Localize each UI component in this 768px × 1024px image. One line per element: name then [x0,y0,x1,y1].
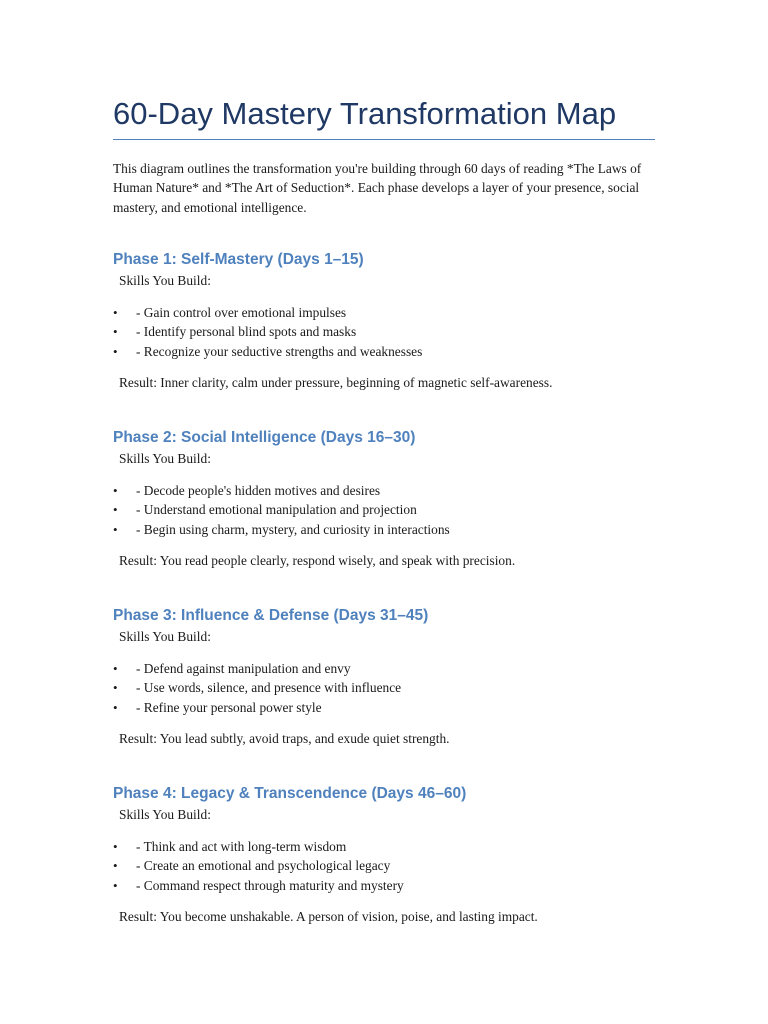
skill-text: - Gain control over emotional impulses [136,305,347,320]
bullet-icon: • [113,343,118,359]
skill-text: - Defend against manipulation and envy [136,661,351,676]
phase-section-3 [113,604,655,749]
bullet-icon: • [113,483,118,498]
bullet-icon: • [113,877,118,893]
phase-heading: Phase 1: Self-Mastery (Days 1–15) [113,251,364,268]
skills-label: Skills You Build: [119,629,211,644]
skill-text: - Understand emotional manipulation and projection [136,502,417,518]
bullet-icon: • [113,521,118,537]
skill-item [113,698,655,717]
result-text: Result: You lead subtly, avoid traps, and exude quiet strength. [119,730,450,746]
skill-text: - Use words, silence, and presence with influence [136,680,402,696]
phase-section-1 [113,248,655,393]
skill-item [113,303,655,322]
result-text: Result: You read people clearly, respond wisely, and speak with precision. [119,552,516,568]
bullet-icon: • [113,502,118,518]
phase-section-2 [113,426,655,571]
skill-item [113,856,655,875]
skills-list [113,659,655,717]
phase-heading: Phase 4: Legacy & Transcendence (Days 46–60) [113,785,467,802]
skill-text: - Recognize your seductive strengths and weaknesses [136,343,423,359]
skill-item [113,837,655,856]
skill-item [113,322,655,341]
phase-heading: Phase 3: Influence & Defense (Days 31–45) [113,607,429,624]
bullet-icon: • [113,661,118,676]
skill-text: - Command respect through maturity and mystery [136,877,404,893]
bullet-icon: • [113,680,118,696]
bullet-icon: • [113,324,118,340]
result-text: Result: Inner clarity, calm under pressure, beginning of magnetic self-awareness. [119,374,553,390]
bullet-icon: • [113,858,118,874]
bullet-icon: • [113,305,118,320]
skill-item [113,659,655,678]
result-text: Result: You become unshakable. A person of vision, poise, and lasting impact. [119,908,538,924]
skill-item [113,481,655,500]
skill-item [113,876,655,895]
skill-text: - Create an emotional and psychological legacy [136,858,391,874]
document-title: 60-Day Mastery Transformation Map [113,96,617,131]
skills-list [113,837,655,895]
skills-list [113,481,655,539]
skills-label: Skills You Build: [119,807,211,822]
title-underline [113,139,655,140]
bullet-icon: • [113,699,118,715]
phase-section-4 [113,782,655,927]
skill-item [113,520,655,539]
skill-text: - Begin using charm, mystery, and curiosity in interactions [136,521,450,537]
phase-heading: Phase 2: Social Intelligence (Days 16–30) [113,429,416,446]
skills-list [113,303,655,361]
intro-paragraph: This diagram outlines the transformation you're building through 60 days of reading *The Laws of Human Nature* and *The Art of Seduction*. Each phase develops a layer of your presence, social mastery, and emotional intelligence. [113,161,642,215]
skill-text: - Refine your personal power style [136,699,322,715]
skills-label: Skills You Build: [119,451,211,466]
skill-item [113,500,655,519]
skill-text: - Identify personal blind spots and masks [136,324,357,340]
skill-item [113,342,655,361]
skill-item [113,678,655,697]
bullet-icon: • [113,839,118,854]
skill-text: - Think and act with long-term wisdom [136,839,347,854]
skill-text: - Decode people's hidden motives and desires [136,483,381,498]
skills-label: Skills You Build: [119,273,211,288]
